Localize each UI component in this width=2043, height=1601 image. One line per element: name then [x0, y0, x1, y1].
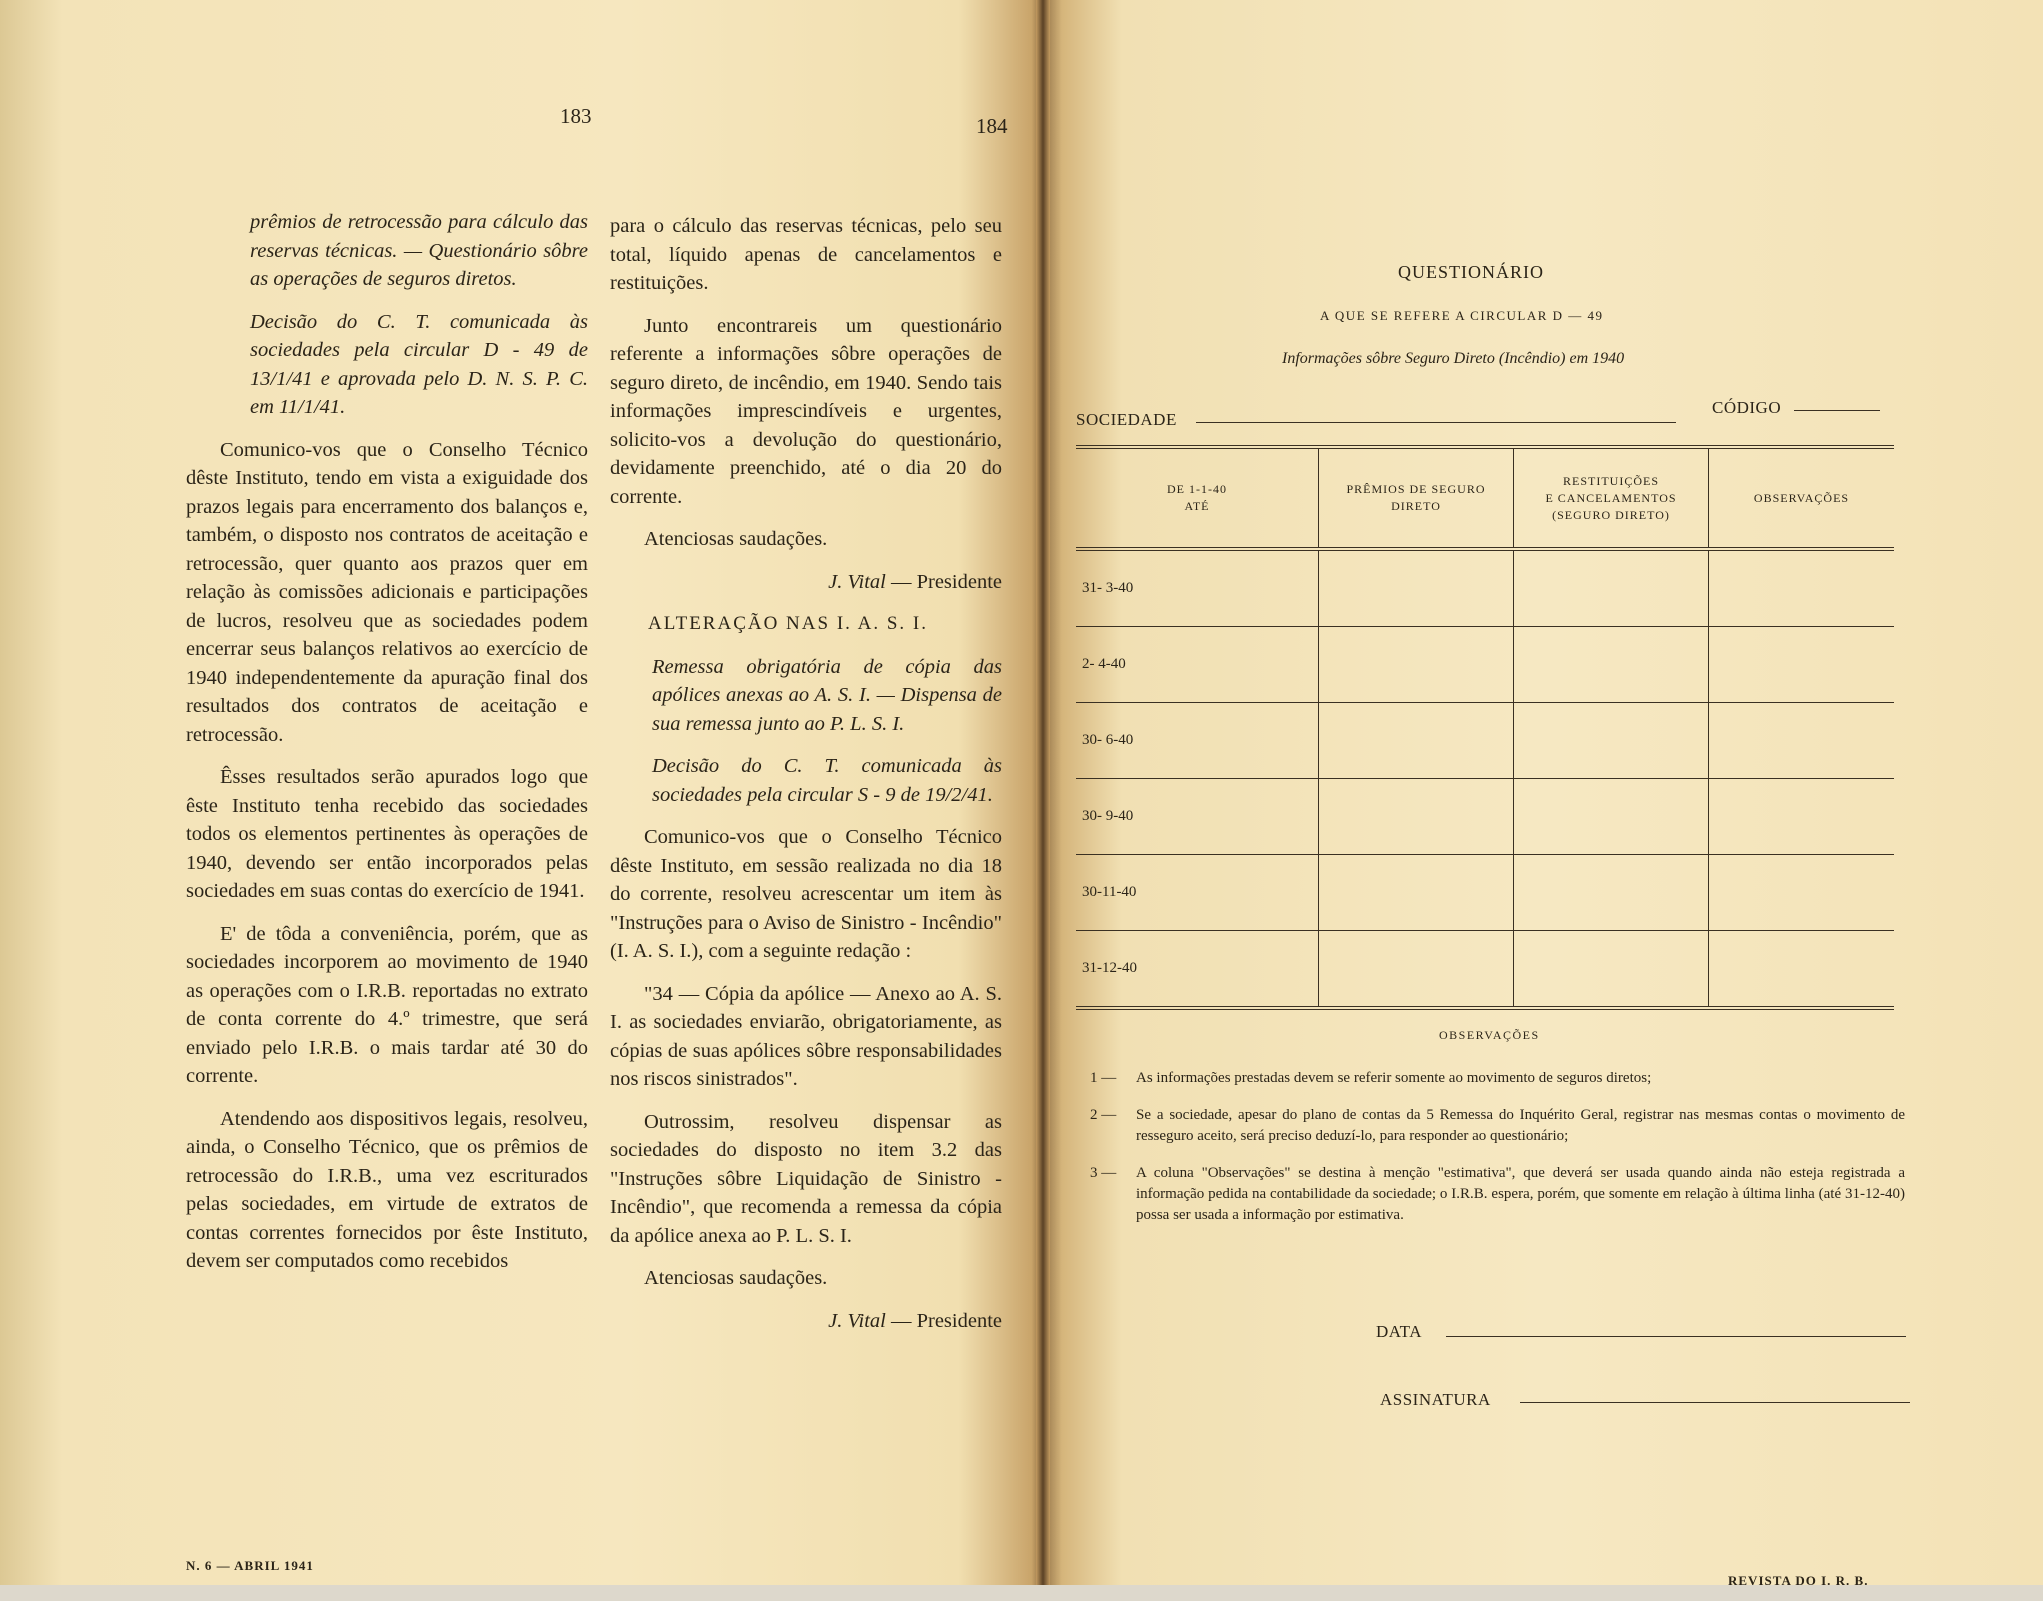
- row-date-cell: 30- 6-40: [1076, 703, 1319, 779]
- header-restituicoes: RESTITUIÇÕES E CANCELAMENTOS (SEGURO DIRETO): [1514, 447, 1709, 549]
- signature: [610, 568, 1002, 597]
- text-column-1: [186, 208, 588, 1290]
- greeting: Atenciosas saudações.: [644, 1267, 828, 1289]
- row-empty-cell: [1319, 931, 1514, 1009]
- paragraph: Êsses resultados serão apurados logo que êste Instituto tenha recebido das sociedades todos os elementos pertinentes às operações de 1940, devendo ser então incorporados pelas sociedades em suas contas do exercício de 1941.: [186, 766, 588, 902]
- assinatura-field-line: [1520, 1402, 1910, 1403]
- table-row: [1076, 627, 1894, 703]
- paragraph: Comunico-vos que o Conselho Técnico dêste Instituto, em sessão realizada no dia 18 do corrente, resolveu acrescentar um item às "Instruções para o Aviso de Sinistro - Incêndio" (I. A. S. I.), com a seguinte redação :: [610, 826, 1002, 962]
- paragraph: Atendendo aos dispositivos legais, resolveu, ainda, o Conselho Técnico, que os prêmios de retrocessão do I.R.B., uma vez escriturados pelas sociedades, em virtude de extratos de contas correntes fornecidos por êste Instituto, devem ser computados como recebidos: [186, 1107, 588, 1272]
- paragraph: Outrossim, resolveu dispensar as sociedades do disposto no item 3.2 das "Instruções sôbre Liquidação de Sinistro - Incêndio", que recomenda a remessa da cópia da apólice anexa ao P. L. S. I.: [610, 1110, 1002, 1247]
- codigo-label: CÓDIGO: [1712, 398, 1782, 417]
- signature-name: J. Vital: [828, 570, 886, 593]
- page-number-left: 183: [560, 104, 592, 128]
- row-empty-cell: [1514, 627, 1709, 703]
- observacao-text: As informações prestadas devem se referir somente ao movimento de seguros diretos;: [1136, 1070, 1652, 1086]
- table-header-row: [1076, 447, 1894, 549]
- page-number-middle: 184: [976, 114, 1008, 138]
- table-row: [1076, 703, 1894, 779]
- signature-role: — Presidente: [890, 570, 1002, 593]
- row-empty-cell: [1319, 855, 1514, 931]
- row-empty-cell: [1514, 855, 1709, 931]
- table-row: [1076, 779, 1894, 855]
- sociedade-field-line: [1196, 422, 1676, 423]
- questionnaire-info: Informações sôbre Seguro Direto (Incêndio) em 1940: [1282, 350, 1625, 367]
- subject-line: prêmios de retrocessão para cálculo das reservas técnicas. — Questionário sôbre as operações de seguros diretos.: [250, 211, 588, 290]
- section-heading: ALTERAÇÃO NAS I. A. S. I.: [648, 613, 928, 634]
- footer-right: REVISTA DO I. R. B.: [1728, 1573, 1869, 1588]
- table-row: [1076, 855, 1894, 931]
- observacao-text: A coluna "Observações" se destina à menção "estimativa", que deverá ser usada quando ainda não esteja registrada a informação pedida na contabilidade da sociedade; o I.R.B. espera, porém, que somente em relação à última linha (até 31-12-40) possa ser usada a informação por estimativa.: [1136, 1165, 1905, 1223]
- assinatura-label: ASSINATURA: [1380, 1390, 1491, 1409]
- book-gutter: [1036, 0, 1050, 1601]
- row-empty-cell: [1709, 627, 1895, 703]
- header-observacoes: OBSERVAÇÕES: [1709, 447, 1895, 549]
- greeting: Atenciosas saudações.: [644, 528, 828, 550]
- row-date-cell: 30-11-40: [1076, 855, 1319, 931]
- sociedade-label: SOCIEDADE: [1076, 410, 1177, 429]
- questionnaire-title: QUESTIONÁRIO: [1398, 262, 1544, 282]
- observacao-text: Se a sociedade, apesar do plano de contas da 5 Remessa do Inquérito Geral, registrar nas mesmas contas o movimento de resseguro aceito, será preciso deduzí-lo, para responder ao questionário;: [1136, 1107, 1905, 1144]
- data-field-line: [1446, 1336, 1906, 1337]
- codigo-field-line: [1794, 410, 1880, 411]
- observacao-item: [1090, 1163, 1905, 1226]
- row-empty-cell: [1514, 703, 1709, 779]
- header-date: DE 1-1-40 ATÉ: [1076, 447, 1319, 549]
- decision-note: Decisão do C. T. comunicada às sociedades pela circular S - 9 de 19/2/41.: [652, 755, 1002, 806]
- row-empty-cell: [1514, 931, 1709, 1009]
- signature-role: — Presidente: [890, 1309, 1002, 1332]
- row-empty-cell: [1709, 931, 1895, 1009]
- questionnaire-subtitle: A QUE SE REFERE A CIRCULAR D — 49: [1320, 308, 1604, 323]
- row-date-cell: 31- 3-40: [1076, 549, 1319, 627]
- observacao-item: [1090, 1105, 1905, 1147]
- row-empty-cell: [1709, 855, 1895, 931]
- questionnaire-table: [1076, 445, 1894, 1010]
- decision-note: Decisão do C. T. comunicada às sociedades pela circular D - 49 de 13/1/41 e aprovada pelo D. N. S. P. C. em 11/1/41.: [250, 310, 588, 418]
- row-empty-cell: [1709, 549, 1895, 627]
- row-empty-cell: [1319, 549, 1514, 627]
- row-empty-cell: [1319, 779, 1514, 855]
- row-empty-cell: [1514, 549, 1709, 627]
- row-date-cell: 2- 4-40: [1076, 627, 1319, 703]
- row-date-cell: 30- 9-40: [1076, 779, 1319, 855]
- data-label: DATA: [1376, 1322, 1422, 1341]
- row-empty-cell: [1319, 703, 1514, 779]
- row-empty-cell: [1709, 703, 1895, 779]
- signature-name: J. Vital: [828, 1309, 886, 1332]
- row-date-cell: 31-12-40: [1076, 931, 1319, 1009]
- row-empty-cell: [1514, 779, 1709, 855]
- footer-left: N. 6 — ABRIL 1941: [186, 1558, 314, 1573]
- observacao-item: [1090, 1068, 1905, 1089]
- observacao-number: 1 —: [1090, 1070, 1117, 1086]
- row-empty-cell: [1709, 779, 1895, 855]
- paragraph: E' de tôda a conveniência, porém, que as sociedades incorporem ao movimento de 1940 as operações com o I.R.B. reportadas no extrato de conta corrente do 4.º trimestre, que será enviado pelo I.R.B. o mais tardar até 30 do corrente.: [186, 922, 588, 1087]
- text-column-2: [610, 212, 1002, 1349]
- observacoes-list: [1090, 1068, 1905, 1242]
- observacao-number: 3 —: [1090, 1165, 1117, 1181]
- paragraph: Comunico-vos que o Conselho Técnico dêste Instituto, tendo em vista a exiguidade dos prazos legais para encerramento dos balanços e, também, o disposto nos contratos de aceitação e retrocessão, quer quanto aos prazos quer em relação às comissões adicionais e participações de lucros, resolveu que as sociedades podem encerrar seus balanços relativos ao exercício de 1940 independentemente da apuração final dos resultados dos contratos de aceitação e retrocessão.: [186, 438, 588, 746]
- signature: [610, 1307, 1002, 1336]
- paragraph: "34 — Cópia da apólice — Anexo ao A. S. I. as sociedades enviarão, obrigatoriamente, as cópias de suas apólices sôbre responsabilidades nos riscos sinistrados".: [610, 982, 1002, 1090]
- paragraph: Junto encontrareis um questionário referente a informações sôbre operações de seguro direto, de incêndio, em 1940. Sendo tais informações imprescindíveis e urgentes, solicito-vos a devolução do questionário, devidamente preenchido, até o dia 20 do corrente.: [610, 314, 1002, 508]
- observacao-number: 2 —: [1090, 1107, 1117, 1123]
- table-row: [1076, 549, 1894, 627]
- subject-line: Remessa obrigatória de cópia das apólices anexas ao A. S. I. — Dispensa de sua remessa junto ao P. L. S. I.: [652, 655, 1002, 735]
- paragraph: para o cálculo das reservas técnicas, pelo seu total, líquido apenas de cancelamentos e restituições.: [610, 215, 1002, 294]
- header-premios: PRÊMIOS DE SEGURO DIRETO: [1319, 447, 1514, 549]
- observacoes-title: OBSERVAÇÕES: [1439, 1028, 1540, 1042]
- row-empty-cell: [1319, 627, 1514, 703]
- table-row: [1076, 931, 1894, 1009]
